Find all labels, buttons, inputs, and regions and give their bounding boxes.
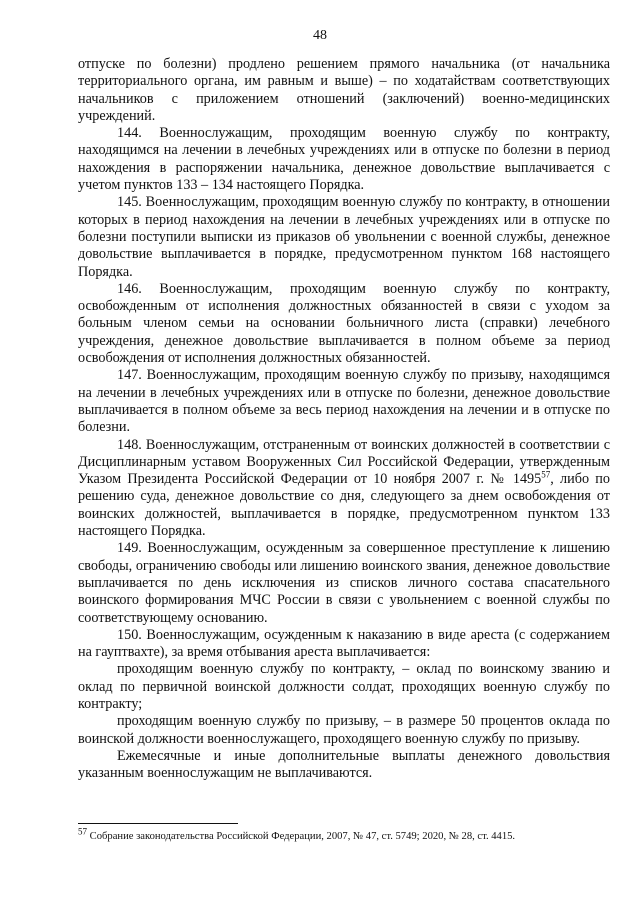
paragraph-146: 146. Военнослужащим, проходящим военную службу по контракту, освобожденным от исполнения должностных обязанностей в связи с уходом за больным членом семьи на основании больничного листа (справки) лечебного учреждения, денежное довольствие выплачивается в полном объеме за период освобождения от исполнения должностных обязанностей. — [78, 280, 610, 367]
paragraph-148-text-before: 148. Военнослужащим, отстраненным от воинских должностей в соответствии с Дисциплинарным уставом Вооруженных Сил Российской Федерации, утвержденным Указом Президента Российской Федерации от 10 ноября 2007 г. № 1495 — [78, 436, 610, 488]
paragraph-145: 145. Военнослужащим, проходящим военную службу по контракту, в отношении которых в период нахождения на лечении в лечебных учреждениях или в отпуске по болезни поступили выписки из приказов об увольнении с военной службы, денежное довольствие выплачивается в порядке, предусмотренном пунктом 168 настоящего Порядка. — [78, 194, 610, 280]
document-body — [78, 56, 610, 782]
footnote-separator — [78, 823, 238, 824]
paragraph-150-additional: Ежемесячные и иные дополнительные выплаты денежного довольствия указанным военнослужащим не выплачиваются. — [78, 747, 610, 782]
paragraph-continuation: отпуске по болезни) продлено решением прямого начальника (от начальника территориального органа, им равным и выше) – по ходатайствам соответствующих начальников с приложением отношений (заключений) военно-медицинских учреждений. — [78, 56, 610, 124]
paragraph-150: 150. Военнослужащим, осужденным к наказанию в виде ареста (с содержанием на гауптвахте), за время отбывания ареста выплачивается: — [78, 626, 610, 661]
paragraph-144: 144. Военнослужащим, проходящим военную службу по контракту, находящимся на лечении в лечебных учреждениях или в отпуске по болезни в период нахождения в распоряжении начальника, денежное довольствие выплачивается с учетом пунктов 133 – 134 настоящего Порядка. — [78, 125, 610, 194]
paragraph-150-conscript: проходящим военную службу по призыву, – в размере 50 процентов оклада по воинской должности военнослужащего, проходящего военную службу по призыву. — [78, 713, 610, 747]
footnote-marker: 57 — [78, 826, 87, 837]
paragraph-147: 147. Военнослужащим, проходящим военную службу по призыву, находящимся на лечении в лечебных учреждениях или в отпуске по болезни, денежное довольствие выплачивается в полном объеме за весь период нахождения на лечении и в отпуске по болезни. — [78, 367, 610, 436]
paragraph-148-text-after: , либо по решению суда, денежное довольствие со дня, следующего за днем освобождения от воинских должностей, выплачивается в порядке, предусмотренном пунктом 133 настоящего Порядка. — [78, 471, 610, 540]
footnote — [78, 826, 618, 843]
paragraph-150-contract: проходящим военную службу по контракту, – оклад по воинскому званию и оклад по первичной воинской должности солдат, проходящих военную службу по контракту; — [78, 661, 610, 712]
page-number: 48 — [313, 28, 327, 43]
paragraph-148 — [78, 437, 610, 541]
footnote-text: Собрание законодательства Российской Федерации, 2007, № 47, ст. 5749; 2020, № 28, ст. 4415. — [87, 831, 516, 842]
footnote-reference-57: 57 — [541, 469, 551, 480]
paragraph-149: 149. Военнослужащим, осужденным за совершенное преступление к лишению свободы, ограничению свободы или лишению воинского звания, денежное довольствие выплачивается по день исключения из списков личного состава спасательного воинского формирования МЧС России в связи с увольнением с военной службы по соответствующему основанию. — [78, 540, 610, 626]
